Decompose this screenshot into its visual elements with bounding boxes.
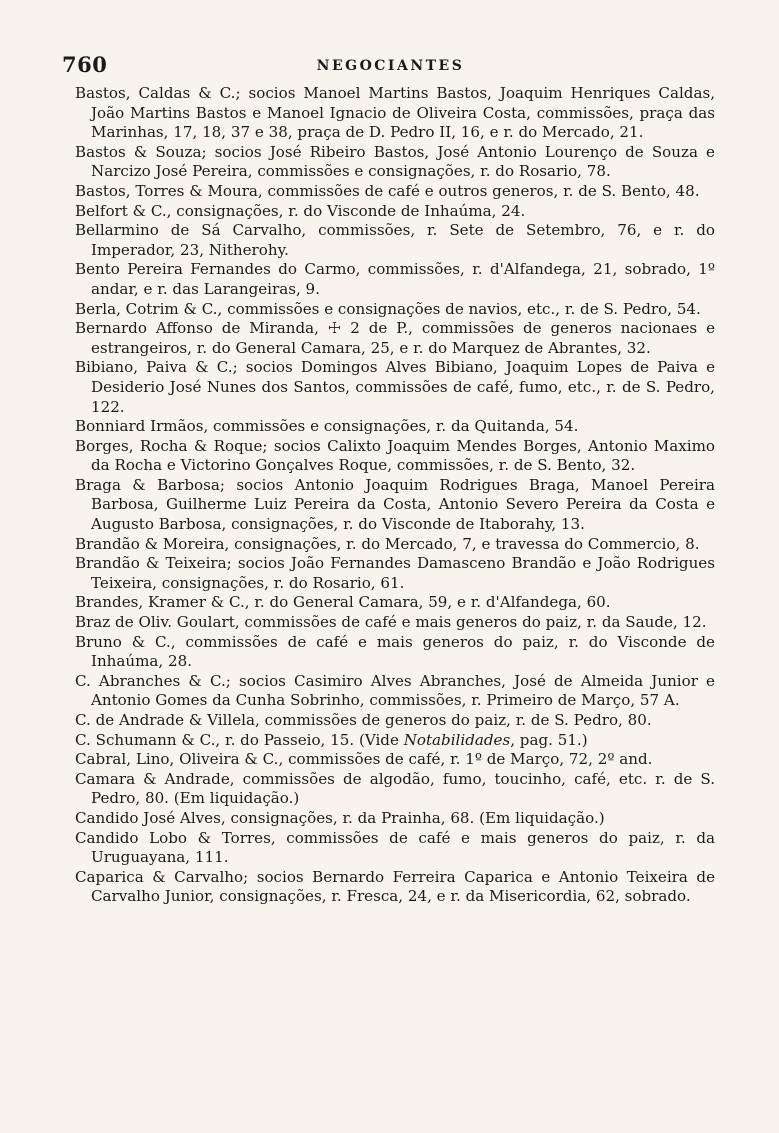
merchant-entry-text: Cabral, Lino, Oliveira & C., commissões de café, r. 1º de Março, 72, 2º and.	[75, 750, 653, 769]
merchant-entry-text: Bruno & C., commissões de café e mais generos do paiz, r. do Visconde de Inhaúma, 28.	[75, 632, 715, 671]
merchant-entry-text: Braga & Barbosa; socios Antonio Joaquim Rodrigues Braga, Manoel Pereira Barbosa, Guilherme Luiz Pereira da Costa, Antonio Severo Pereira da Costa e Augusto Barbosa, consignações, r. do Visconde de Itaborahy, 13.	[75, 475, 715, 534]
merchant-entry	[75, 809, 715, 829]
merchant-entry	[75, 260, 715, 299]
merchant-entry	[75, 593, 715, 613]
merchant-entry	[75, 711, 715, 731]
merchant-entry	[75, 182, 715, 202]
merchant-entry	[75, 437, 715, 476]
merchant-entry-text: Bellarmino de Sá Carvalho, commissões, r. Sete de Setembro, 76, e r. do Imperador, 23, Nitherohy.	[75, 221, 715, 259]
merchant-entry-text: C. Schumann & C., r. do Passeio, 15. (Vide	[75, 730, 404, 749]
merchant-entry-text: Bastos, Caldas & C.; socios Manoel Martins Bastos, Joaquim Henriques Caldas, João Martins Bastos e Manoel Ignacio de Oliveira Costa, commissões, praça das Marinhas, 17, 18, 37 e 38, praça de D. Pedro II, 16, e r. do Mercado, 21.	[75, 84, 715, 142]
page-header	[62, 52, 719, 82]
merchant-entry-text: Bastos, Torres & Moura, commissões de café e outros generos, r. de S. Bento, 48.	[75, 181, 700, 200]
merchant-entry	[75, 672, 715, 711]
merchant-entry-text: Belfort & C., consignações, r. do Visconde de Inhaúma, 24.	[75, 201, 526, 220]
merchant-entry	[75, 731, 715, 751]
merchant-entry-text: C. Abranches & C.; socios Casimiro Alves Abranches, José de Almeida Junior e Antonio Gomes da Cunha Sobrinho, commissões, r. Primeiro de Março, 57 A.	[75, 671, 715, 710]
merchant-entry	[75, 770, 715, 809]
merchant-entry-text: Caparica & Carvalho; socios Bernardo Ferreira Caparica e Antonio Teixeira de Carvalho Junior, consignações, r. Fresca, 24, e r. da Misericordia, 62, sobrado.	[75, 867, 715, 906]
merchant-entry	[75, 633, 715, 672]
merchant-entry-text: Bento Pereira Fernandes do Carmo, commissões, r. d'Alfandega, 21, sobrado, 1º andar, e r. das Larangeiras, 9.	[75, 260, 715, 298]
merchant-entry	[75, 417, 715, 437]
merchant-entry	[75, 750, 715, 770]
merchant-entry-text: Brandes, Kramer & C., r. do General Camara, 59, e r. d'Alfandega, 60.	[75, 593, 611, 612]
merchant-entry	[75, 84, 715, 143]
running-title: NEGOCIANTES	[316, 58, 465, 74]
merchant-entry	[75, 202, 715, 222]
merchant-entry	[75, 554, 715, 593]
merchant-entry	[75, 613, 715, 633]
merchant-entry-text: Candido Lobo & Torres, commissões de café e mais generos do paiz, r. da Uruguayana, 111.	[75, 828, 715, 867]
merchant-entry-text: Candido José Alves, consignações, r. da Prainha, 68. (Em liquidação.)	[75, 808, 605, 827]
merchant-entry-reference: Notabilidades	[403, 730, 511, 749]
merchant-entry-text: Bonniard Irmãos, commissões e consignações, r. da Quitanda, 54.	[75, 417, 579, 436]
merchant-entry-text-end: , pag. 51.)	[510, 730, 588, 749]
merchant-entry	[75, 476, 715, 535]
merchant-entry	[75, 829, 715, 868]
merchant-entry	[75, 868, 715, 907]
merchant-entry-text: Braz de Oliv. Goulart, commissões de café e mais generos do paiz, r. da Saude, 12.	[75, 613, 707, 632]
merchant-entry	[75, 535, 715, 555]
merchant-entry-text: Camara & Andrade, commissões de algodão, fumo, toucinho, café, etc. r. de S. Pedro, 80. (Em liquidação.)	[75, 769, 715, 808]
merchant-entry-text: C. de Andrade & Villela, commissões de generos do paiz, r. de S. Pedro, 80.	[75, 711, 652, 729]
merchant-list	[75, 84, 715, 907]
merchant-entry-text: Bernardo Affonso de Miranda, ☩ 2 de P., commissões de generos nacionaes e estrangeiros, r. do General Camara, 25, e r. do Marquez de Abrantes, 32.	[75, 319, 715, 357]
page-number: 760	[62, 52, 108, 77]
merchant-entry	[75, 221, 715, 260]
merchant-entry-text: Bibiano, Paiva & C.; socios Domingos Alves Bibiano, Joaquim Lopes de Paiva e Desiderio José Nunes dos Santos, commissões de café, fumo, etc., r. de S. Pedro, 122.	[75, 358, 715, 416]
merchant-entry-text: Berla, Cotrim & C., commissões e consignações de navios, etc., r. de S. Pedro, 54.	[75, 299, 701, 318]
merchant-entry	[75, 358, 715, 417]
merchant-entry-text: Borges, Rocha & Roque; socios Calixto Joaquim Mendes Borges, Antonio Maximo da Rocha e Victorino Gonçalves Roque, commissões, r. de S. Bento, 32.	[75, 436, 715, 475]
merchant-entry-text: Brandão & Teixeira; socios João Fernandes Damasceno Brandão e João Rodrigues Teixeira, consignações, r. do Rosario, 61.	[75, 554, 715, 592]
merchant-entry	[75, 300, 715, 320]
merchant-entry-text: Bastos & Souza; socios José Ribeiro Bastos, José Antonio Lourenço de Souza e Narcizo José Pereira, commissões e consignações, r. do Rosario, 78.	[75, 142, 715, 181]
merchant-entry	[75, 143, 715, 182]
merchant-entry-text: Brandão & Moreira, consignações, r. do Mercado, 7, e travessa do Commercio, 8.	[75, 534, 700, 553]
merchant-entry	[75, 319, 715, 358]
